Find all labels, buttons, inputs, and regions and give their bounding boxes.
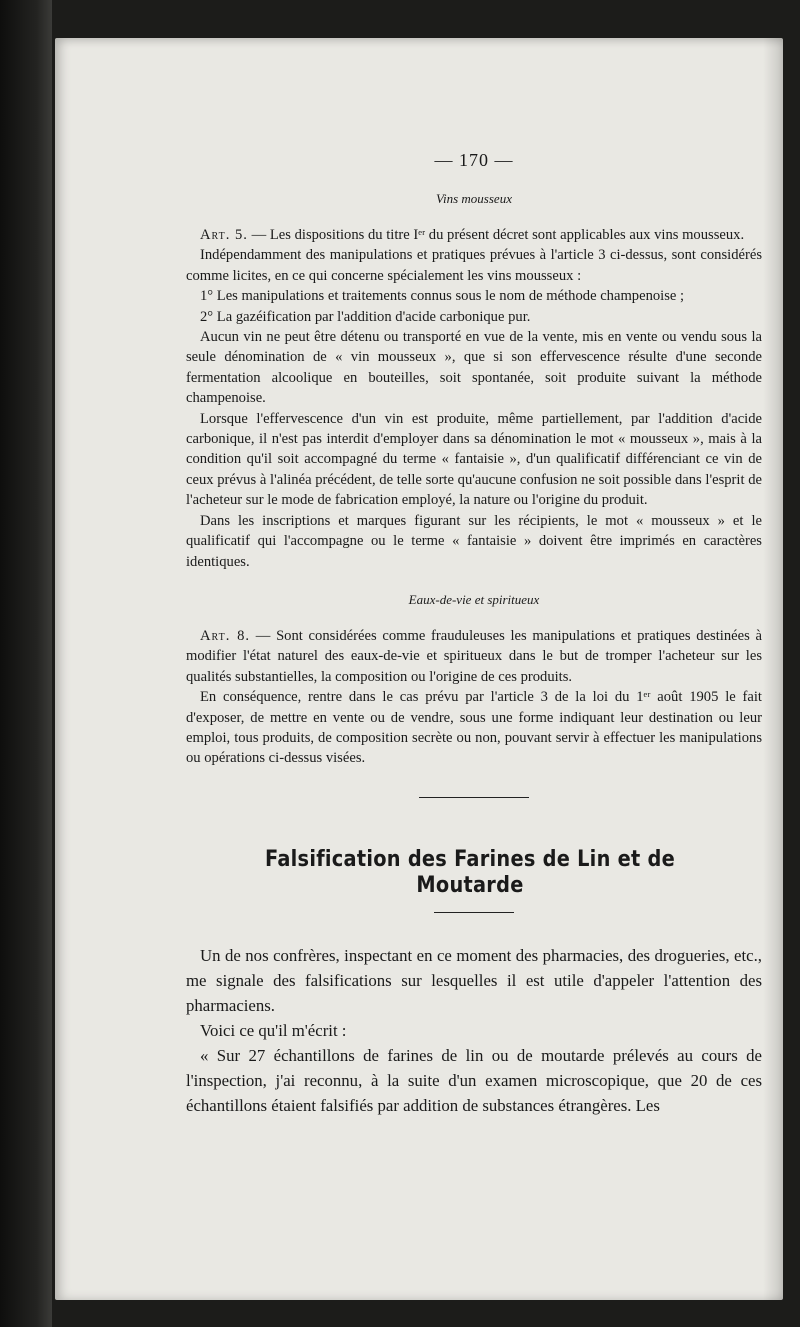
page-content xyxy=(186,150,762,1118)
document-page xyxy=(55,38,783,1300)
wines-paragraph-4: Dans les inscriptions et marques figurant sur les récipients, le mot « mousseux » et le qualificatif qui l'accompagne ou le terme « fantaisie » doivent être imprimés en caractères identiques. xyxy=(186,512,762,570)
section-heading-spirits: Eaux-de-vie et spiritueux xyxy=(408,591,540,607)
article-5-text: — Les dispositions du titre Iᵉʳ du présent décret sont applicables aux vins mousseux. xyxy=(251,227,745,243)
wines-paragraph-1: Indépendamment des manipulations et pratiques prévues à l'article 3 ci-dessus, sont considérés comme licites, en ce qui concerne spécialement les vins mousseux : xyxy=(186,247,762,284)
page-number: — 170 — xyxy=(434,150,514,170)
article-paragraph-2: Voici ce qu'il m'écrit : xyxy=(200,1020,347,1040)
article-paragraph-1: Un de nos confrères, inspectant en ce moment des pharmacies, des drogueries, etc., me signale des falsifications sur lesquelles il est utile d'appeler l'attention des pharmaciens. xyxy=(186,945,762,1015)
article-8-text: — Sont considérées comme frauduleuses les manipulations et pratiques destinées à modifier l'état naturel des eaux-de-vie et spiritueux dans le but de tromper l'acheteur sur les qualités substantielles, la composition ou l'origine de ces produits. xyxy=(186,627,762,685)
article-8-label: Art. 8. xyxy=(200,627,251,644)
spirits-paragraph-1: En conséquence, rentre dans le cas prévu par l'article 3 de la loi du 1ᵉʳ août 1905 le fait d'exposer, de mettre en vente ou de vendre, sous une forme indiquant leur destination ou leur emploi, tous produits, de composition secrète ou non, pouvant servir à effectuer les manipulations ou opérations ci-dessus visées. xyxy=(186,689,762,767)
article-paragraph-3: « Sur 27 échantillons de farines de lin ou de moutarde prélevés au cours de l'inspection, j'ai reconnu, à la suite d'un examen microscopique, que 20 de ces échantillons étaient falsifiés par addition de substances étrangères. Les xyxy=(186,1045,762,1115)
page-edge-shadow xyxy=(763,38,783,1300)
scan-background xyxy=(0,0,52,1327)
article-5-label: Art. 5. xyxy=(200,227,248,243)
wines-paragraph-3: Lorsque l'effervescence d'un vin est produite, même partiellement, par l'addition d'acide carbonique, il n'est pas interdit d'employer dans sa dénomination le mot « mousseux », mais à la condition qu'il soit accompagné du terme « fantaisie », d'un qualificatif différenciant ce vin de ceux prévus à l'alinéa précédent, de telle sorte qu'aucune confusion ne soit possible dans l'esprit de l'acheteur sur le mode de fabrication employé, la nature ou l'origine du produit. xyxy=(186,410,762,509)
section-heading-wines: Vins mousseux xyxy=(436,191,512,206)
wines-list-item-2: 2° La gazéification par l'addition d'acide carbonique pur. xyxy=(200,308,531,325)
article-5 xyxy=(186,225,762,245)
article-title: Falsification des Farines de Lin et de Moutarde xyxy=(265,845,675,898)
article-8 xyxy=(186,626,762,687)
title-underline xyxy=(434,912,514,913)
wines-paragraph-2: Aucun vin ne peut être détenu ou transporté en vue de la vente, mis en vente ou vendu sous la seule dénomination de « vin mousseux », que si son effervescence résulte d'une seconde fermentation alcoolique en bouteilles, soit spontanée, soit produite suivant la méthode champenoise. xyxy=(186,329,762,407)
wines-list-item-1: 1° Les manipulations et traitements connus sous le nom de méthode champenoise ; xyxy=(200,288,685,305)
section-divider xyxy=(419,797,529,798)
